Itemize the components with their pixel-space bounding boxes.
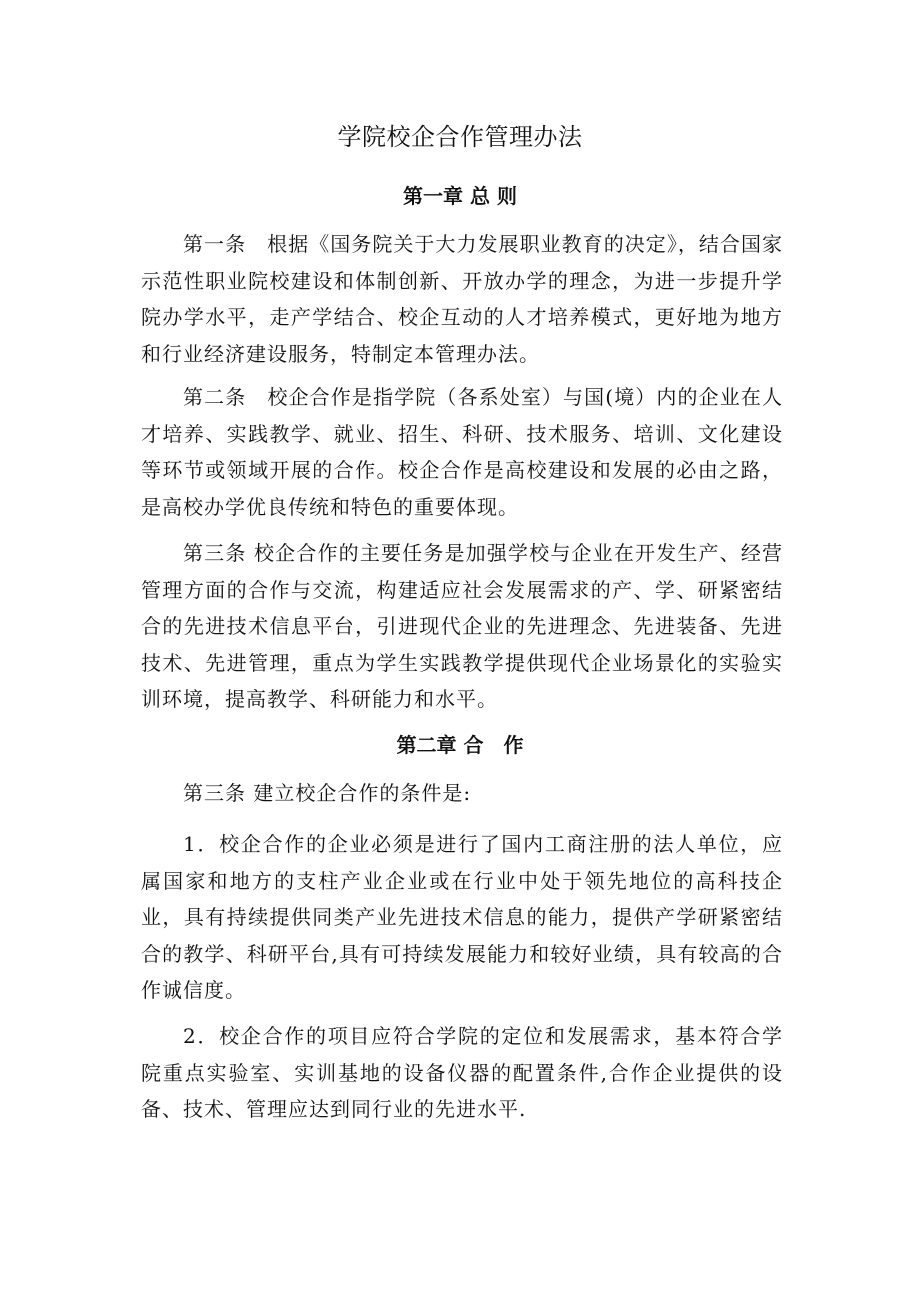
condition-item-1: 1．校企合作的企业必须是进行了国内工商注册的法人单位，应属国家和地方的支柱产业企业或在行业中处于领先地位的高科技企业，具有持续提供同类产业先进技术信息的能力，提供产学研紧密结合的教学、科研平台,具有可持续发展能力和较好业绩，具有较高的合作诚信度。 <box>141 832 783 1002</box>
article-3-conditions-intro: 第三条 建立校企合作的条件是: <box>183 781 472 805</box>
article-3-paragraph: 第三条 校企合作的主要任务是加强学校与企业在开发生产、经营管理方面的合作与交流，构建适应社会发展需求的产、学、研紧密结合的先进技术信息平台，引进现代企业的先进理念、先进装备、先进技术、先进管理，重点为学生实践教学提供现代企业场景化的实验实训环境，提高教学、科研能力和水平。 <box>141 541 783 711</box>
document-title: 学院校企合作管理办法 <box>337 123 583 151</box>
condition-item-2: 2．校企合作的项目应符合学院的定位和发展需求，基本符合学院重点实验室、实训基地的设备仪器的配置条件,合作企业提供的设备、技术、管理应达到同行业的先进水平. <box>141 1024 783 1121</box>
article-1-paragraph: 第一条 根据《国务院关于大力发展职业教育的决定》，结合国家示范性职业院校建设和体制创新、开放办学的理念，为进一步提升学院办学水平，走产学结合、校企互动的人才培养模式，更好地为地方和行业经济建设服务，特制定本管理办法。 <box>141 232 783 366</box>
chapter-1-heading: 第一章 总 则 <box>403 184 517 208</box>
chapter-2-heading: 第二章 合 作 <box>396 733 524 757</box>
article-2-paragraph: 第二条 校企合作是指学院（各系处室）与国(境）内的企业在人才培养、实践教学、就业、招生、科研、技术服务、培训、文化建设等环节或领域开展的合作。校企合作是高校建设和发展的必由之路，是高校办学优良传统和特色的重要体现。 <box>141 385 783 519</box>
